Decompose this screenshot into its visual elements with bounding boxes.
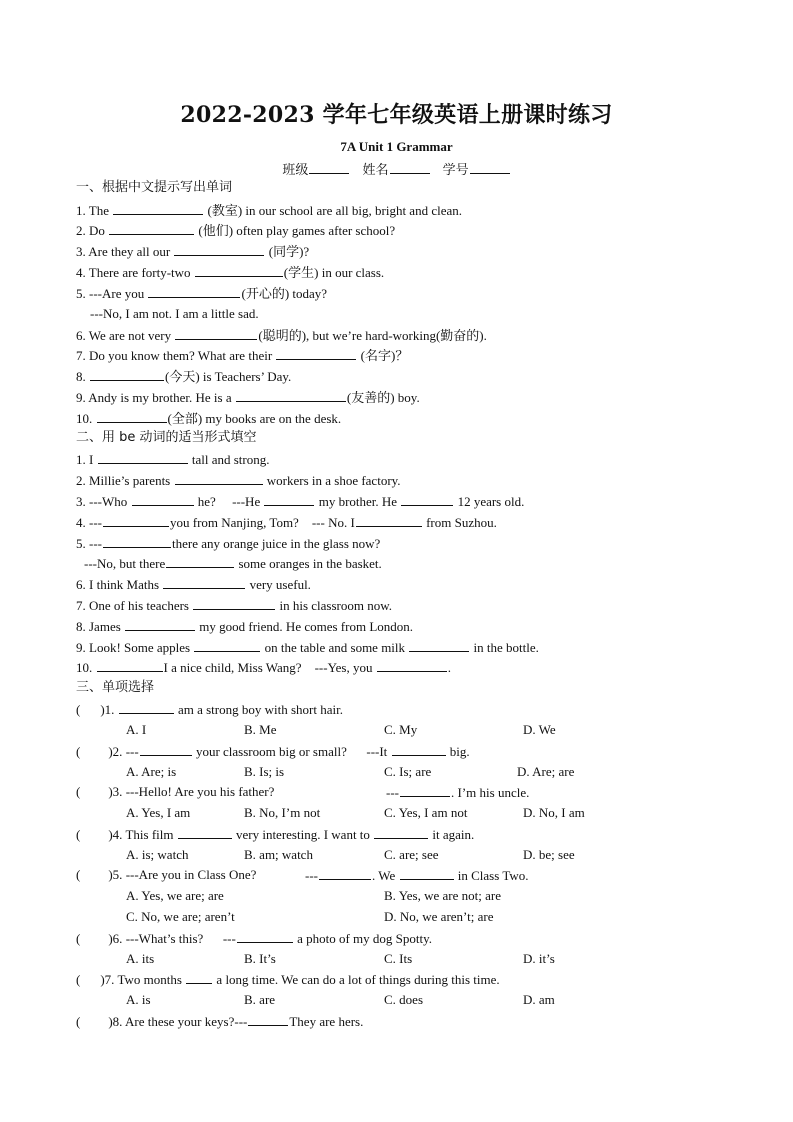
answer-blank[interactable] bbox=[125, 618, 195, 631]
answer-blank[interactable] bbox=[236, 389, 346, 402]
part2-question-3: 3. ---Who he? ---He my brother. He 12 years old. bbox=[76, 494, 525, 509]
mc-q3-option-a[interactable]: A. Yes, I am bbox=[126, 805, 191, 820]
part2-question-5-response: ---No, but there some oranges in the basket. bbox=[84, 556, 382, 571]
answer-blank[interactable] bbox=[401, 493, 453, 506]
mc-q1-option-a[interactable]: A. I bbox=[126, 722, 147, 737]
answer-blank[interactable] bbox=[356, 514, 422, 527]
mc-q5-option-a[interactable]: A. Yes, we are; are bbox=[126, 888, 224, 903]
mc-q3-option-d[interactable]: D. No, I am bbox=[523, 805, 585, 820]
answer-blank[interactable] bbox=[174, 243, 264, 256]
mc-question-2: ( )2. --- your classroom big or small? ---It big. bbox=[76, 744, 470, 759]
answer-blank[interactable] bbox=[90, 368, 164, 381]
page-subtitle: 7A Unit 1 Grammar bbox=[340, 139, 453, 154]
part1-question-1: 1. The (教室) in our school are all big, bright and clean. bbox=[76, 203, 462, 218]
mc-q6-option-b[interactable]: B. It’s bbox=[244, 951, 276, 966]
part2-question-5: 5. --- there any orange juice in the glass now? bbox=[76, 536, 381, 551]
section-heading-3: 三、单项选择 bbox=[76, 680, 155, 695]
answer-blank[interactable] bbox=[392, 743, 446, 756]
mc-q2-option-a[interactable]: A. Are; is bbox=[126, 764, 177, 779]
answer-blank[interactable] bbox=[132, 493, 194, 506]
mc-q5-option-c[interactable]: C. No, we are; aren’t bbox=[126, 909, 235, 924]
class-field[interactable]: 班级 bbox=[282, 163, 350, 178]
answer-blank[interactable] bbox=[400, 784, 450, 797]
part2-question-7: 7. One of his teachers in his classroom now. bbox=[76, 598, 393, 613]
mc-q7-option-b[interactable]: B. are bbox=[244, 992, 276, 1007]
answer-blank[interactable] bbox=[409, 639, 469, 652]
part2-question-1: 1. I tall and strong. bbox=[76, 452, 270, 467]
answer-blank[interactable] bbox=[195, 264, 283, 277]
mc-q2-option-d[interactable]: D. Are; are bbox=[517, 764, 575, 779]
part1-question-6: 6. We are not very (聪明的), but we’re hard-working(勤奋的). bbox=[76, 328, 487, 343]
mc-q1-option-d[interactable]: D. We bbox=[523, 722, 556, 737]
part1-question-10: 10. (全部) my books are on the desk. bbox=[76, 411, 342, 426]
mc-question-7: ( )7. Two months a long time. We can do a lot of things during this time. bbox=[76, 972, 500, 987]
part2-question-8: 8. James my good friend. He comes from London. bbox=[76, 619, 414, 634]
name-field[interactable]: 姓名 bbox=[362, 163, 430, 178]
answer-blank[interactable] bbox=[319, 867, 371, 880]
mc-q4-option-c[interactable]: C. are; see bbox=[384, 847, 439, 862]
part2-question-2: 2. Millie’s parents workers in a shoe factory. bbox=[76, 473, 401, 488]
answer-blank[interactable] bbox=[109, 222, 194, 235]
answer-blank[interactable] bbox=[166, 555, 234, 568]
mc-q1-option-b[interactable]: B. Me bbox=[244, 722, 277, 737]
mc-question-6: ( )6. ---What’s this? --- a photo of my dog Spotty. bbox=[76, 931, 432, 946]
answer-blank[interactable] bbox=[97, 659, 163, 672]
student-number-field[interactable]: 学号 bbox=[443, 163, 511, 178]
answer-blank[interactable] bbox=[113, 202, 203, 215]
part1-question-7: 7. Do you know them? What are their (名字)？ bbox=[76, 348, 409, 363]
mc-q1-option-c[interactable]: C. My bbox=[384, 722, 418, 737]
answer-blank[interactable] bbox=[264, 493, 314, 506]
answer-blank[interactable] bbox=[140, 743, 192, 756]
answer-blank[interactable] bbox=[377, 659, 447, 672]
mc-q7-option-d[interactable]: D. am bbox=[523, 992, 555, 1007]
part1-question-2: 2. Do (他们) often play games after school? bbox=[76, 223, 396, 238]
page-title: 2022-2023 学年七年级英语上册课时练习 bbox=[180, 102, 613, 128]
answer-blank[interactable] bbox=[194, 639, 260, 652]
answer-blank[interactable] bbox=[163, 576, 245, 589]
mc-q4-option-b[interactable]: B. am; watch bbox=[244, 847, 313, 862]
mc-question-1: ( )1. am a strong boy with short hair. bbox=[76, 702, 343, 717]
part1-question-5: 5. ---Are you (开心的) today? bbox=[76, 286, 328, 301]
part2-question-6: 6. I think Maths very useful. bbox=[76, 577, 311, 592]
mc-q2-option-c[interactable]: C. Is; are bbox=[384, 764, 432, 779]
mc-q3-option-c[interactable]: C. Yes, I am not bbox=[384, 805, 468, 820]
answer-blank[interactable] bbox=[193, 597, 275, 610]
answer-blank[interactable] bbox=[148, 285, 240, 298]
answer-blank[interactable] bbox=[98, 451, 188, 464]
answer-blank[interactable] bbox=[400, 867, 454, 880]
answer-blank[interactable] bbox=[248, 1013, 288, 1026]
mc-q3-option-b[interactable]: B. No, I’m not bbox=[244, 805, 321, 820]
answer-blank[interactable] bbox=[237, 930, 293, 943]
mc-q7-option-a[interactable]: A. is bbox=[126, 992, 151, 1007]
mc-q2-option-b[interactable]: B. Is; is bbox=[244, 764, 285, 779]
mc-question-3: ( )3. ---Hello! Are you his father? bbox=[76, 784, 275, 799]
part2-question-4: 4. --- you from Nanjing, Tom? --- No. I from Suzhou. bbox=[76, 515, 497, 530]
part1-question-8: 8. (今天) is Teachers’ Day. bbox=[76, 369, 292, 384]
answer-blank[interactable] bbox=[103, 514, 169, 527]
part2-question-9: 9. Look! Some apples on the table and some milk in the bottle. bbox=[76, 640, 539, 655]
answer-blank[interactable] bbox=[276, 347, 356, 360]
student-info-fields bbox=[0, 159, 793, 178]
mc-q4-option-a[interactable]: A. is; watch bbox=[126, 847, 189, 862]
mc-q6-option-c[interactable]: C. Its bbox=[384, 951, 413, 966]
answer-blank[interactable] bbox=[103, 535, 171, 548]
part1-question-3: 3. Are they all our (同学)? bbox=[76, 244, 310, 259]
section-heading-2: 二、用 be 动词的适当形式填空 bbox=[76, 430, 257, 445]
section-heading-1: 一、根据中文提示写出单词 bbox=[76, 180, 233, 195]
answer-blank[interactable] bbox=[178, 826, 232, 839]
mc-question-3-response: --- . I’m his uncle. bbox=[386, 785, 530, 800]
part1-question-4: 4. There are forty-two (学生) in our class. bbox=[76, 265, 385, 280]
mc-q6-option-a[interactable]: A. its bbox=[126, 951, 155, 966]
answer-blank[interactable] bbox=[175, 327, 257, 340]
mc-question-5: ( )5. ---Are you in Class One? bbox=[76, 867, 257, 882]
answer-blank[interactable] bbox=[97, 410, 167, 423]
part2-question-10: 10. I a nice child, Miss Wang? ---Yes, you . bbox=[76, 660, 451, 675]
mc-q5-option-d[interactable]: D. No, we aren’t; are bbox=[384, 909, 494, 924]
answer-blank[interactable] bbox=[186, 971, 212, 984]
part1-question-5-response: ---No, I am not. I am a little sad. bbox=[90, 306, 259, 321]
part1-question-9: 9. Andy is my brother. He is a (友善的) boy. bbox=[76, 390, 420, 405]
mc-q4-option-d[interactable]: D. be; see bbox=[523, 847, 575, 862]
mc-q6-option-d[interactable]: D. it’s bbox=[523, 951, 555, 966]
answer-blank[interactable] bbox=[119, 701, 174, 714]
mc-q5-option-b[interactable]: B. Yes, we are not; are bbox=[384, 888, 501, 903]
answer-blank[interactable] bbox=[175, 472, 263, 485]
answer-blank[interactable] bbox=[374, 826, 428, 839]
mc-question-5-response: --- . We in Class Two. bbox=[305, 868, 529, 883]
mc-question-4: ( )4. This film very interesting. I want to it again. bbox=[76, 827, 475, 842]
mc-q7-option-c[interactable]: C. does bbox=[384, 992, 423, 1007]
mc-question-8: ( )8. Are these your keys?--- They are hers. bbox=[76, 1014, 364, 1029]
